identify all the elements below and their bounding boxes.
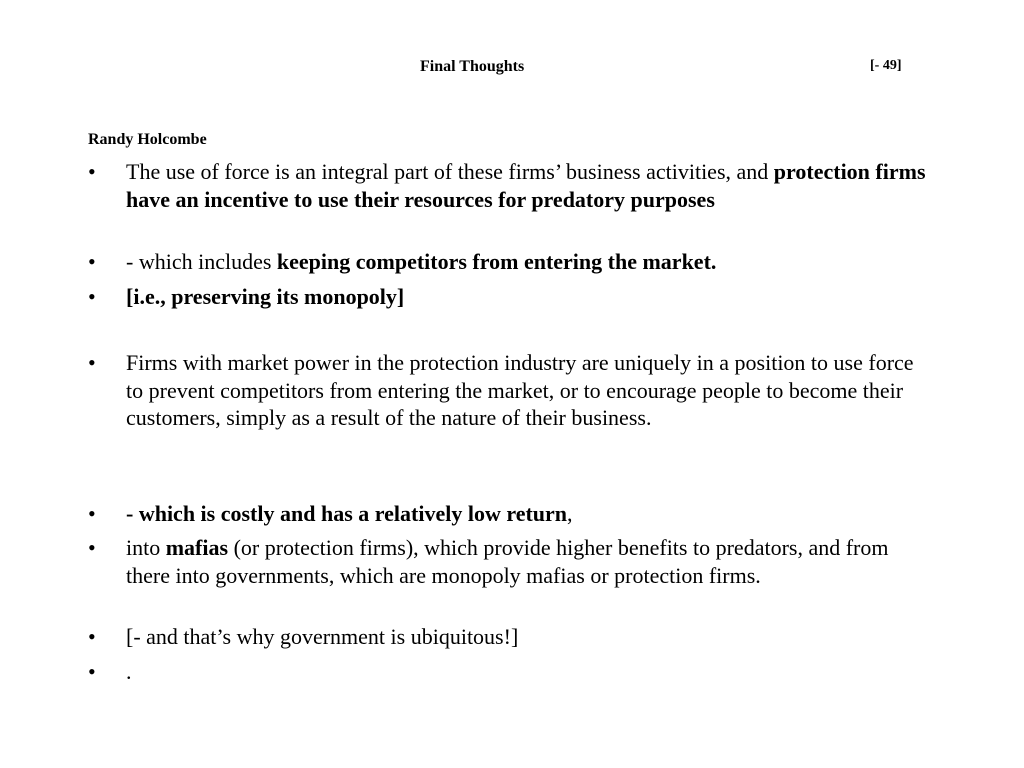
page-number: [- 49] — [870, 58, 902, 73]
bullet-marker: • — [88, 249, 96, 274]
bullet-marker: • — [88, 284, 96, 309]
bullet-item — [88, 158, 928, 213]
bullet-text-bold: protection firms have an incentive to use their resources for predatory purposes — [126, 159, 926, 212]
bullet-text — [126, 534, 928, 589]
bullet-text-plain: . — [126, 659, 132, 684]
bullet-text-bold: mafias — [165, 535, 229, 560]
bullet-text-plain: - which includes — [126, 249, 277, 274]
bullet-text-tail: , — [567, 501, 573, 526]
bullet-marker: • — [88, 350, 96, 375]
bullet-marker: • — [88, 159, 96, 184]
bullet-text — [126, 500, 928, 528]
bullet-text — [126, 623, 928, 651]
bullet-text — [126, 283, 928, 311]
bullet-text — [126, 248, 928, 276]
slide-title: Final Thoughts — [420, 58, 525, 75]
bullet-text-plain: into — [126, 535, 166, 560]
bullet-text-bold: keeping competitors from entering the market. — [276, 249, 717, 274]
bullet-item — [88, 248, 928, 276]
bullet-text-bold: - which is costly and has a relatively low return — [126, 501, 568, 526]
bullet-item — [88, 623, 928, 651]
bullet-item — [88, 349, 928, 432]
bullet-marker: • — [88, 501, 96, 526]
bullet-text-plain: The use of force is an integral part of these firms’ business activities, and — [126, 159, 774, 184]
bullet-text — [126, 158, 928, 213]
bullet-item — [88, 658, 928, 686]
bullet-text-plain: [- and that’s why government is ubiquitous!] — [126, 624, 519, 649]
bullet-item — [88, 500, 928, 528]
bullet-marker: • — [88, 659, 96, 684]
bullet-marker: • — [88, 624, 96, 649]
author-name: Randy Holcombe — [88, 131, 207, 148]
bullet-item — [88, 534, 928, 589]
bullet-text-plain: Firms with market power in the protection industry are uniquely in a position to use force to prevent competitors from entering the market, or to encourage people to become their customers, simply as a result of the nature of their business. — [126, 350, 914, 430]
bullet-text — [126, 658, 928, 686]
bullet-text-tail: (or protection firms), which provide higher benefits to predators, and from there into governments, which are monopoly mafias or protection firms. — [126, 535, 889, 588]
bullet-text-bold: [i.e., preserving its monopoly] — [126, 284, 405, 309]
bullet-item — [88, 283, 928, 311]
bullet-marker: • — [88, 535, 96, 560]
bullet-text — [126, 349, 928, 432]
